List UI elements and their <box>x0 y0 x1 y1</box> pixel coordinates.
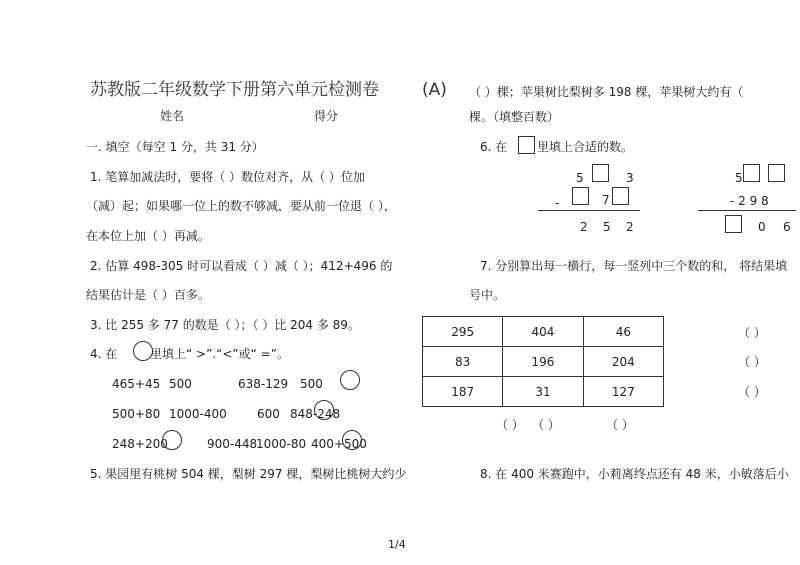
col-sum-blank[interactable]: （ ） <box>532 418 560 432</box>
col-sum-blank[interactable]: （ ） <box>496 418 524 432</box>
underline-rule <box>698 210 796 211</box>
row-sum-blank[interactable]: （ ） <box>738 355 766 369</box>
table-cell: 295 <box>423 317 503 347</box>
row-sum-blank[interactable]: （ ） <box>738 326 766 340</box>
question-4-suffix: 里填上“ >”.“<”或“ =”。 <box>150 347 289 361</box>
calc1-result-digit: 2 <box>626 220 634 234</box>
value-500: 500 <box>169 377 192 391</box>
calc2-result-digit: 6 <box>783 220 791 234</box>
question-8: 8. 在 400 米赛跑中，小莉离终点还有 48 米，小敏落后小 <box>480 467 789 481</box>
question-5-cont-line-1: （ ）棵；苹果树比梨树多 198 棵，苹果树大约有（ <box>469 85 744 99</box>
blank-box[interactable] <box>518 136 535 154</box>
question-2-line-1: 2. 估算 498-305 时可以看成（ ）减（ ）；412+496 的 <box>90 259 393 273</box>
table-cell: 127 <box>583 377 663 407</box>
answer-circle[interactable] <box>162 430 182 450</box>
question-3: 3. 比 255 多 77 的数是（ ）；（ ）比 204 多 89。 <box>90 318 360 332</box>
expression-500+80: 500+80 <box>112 407 161 421</box>
version-label: (A) <box>422 80 447 100</box>
question-1-line-3: 在本位上加（ ）再减。 <box>86 229 210 243</box>
calc2-digit: 5 <box>735 171 743 185</box>
question-5: 5. 果园里有桃树 504 棵，梨树 297 棵，梨树比桃树大约少 <box>90 467 407 481</box>
table-cell: 404 <box>503 317 583 347</box>
expression-638-129: 638-129 <box>238 377 289 391</box>
blank-box[interactable] <box>768 164 785 182</box>
blank-box[interactable] <box>592 164 609 182</box>
question-7-line-2: 号中。 <box>469 288 506 302</box>
question-2-line-2: 结果估计是（ ）百多。 <box>86 288 210 302</box>
page-title: 苏教版二年级数学下册第六单元检测卷 <box>90 80 379 100</box>
section-heading: 一. 填空（每空 1 分，共 31 分） <box>86 140 264 154</box>
table-row <box>423 317 664 347</box>
expression-465+45: 465+45 <box>112 377 161 391</box>
question-4-prefix: 4. 在 <box>90 347 118 361</box>
number-grid <box>422 316 664 407</box>
table-cell: 196 <box>503 347 583 377</box>
table-cell: 204 <box>583 347 663 377</box>
value-600: 600 <box>257 407 280 421</box>
table-cell: 46 <box>583 317 663 347</box>
answer-circle[interactable] <box>340 370 360 390</box>
table-cell: 31 <box>503 377 583 407</box>
answer-circle[interactable] <box>314 400 334 420</box>
question-1-line-1: 1. 笔算加减法时，要将（ ）数位对齐，从（ ）位加 <box>90 170 365 184</box>
question-1-line-2: （减）起；如果哪一位上的数不够减，要从前一位退（ ）， <box>86 199 396 213</box>
blank-box[interactable] <box>612 187 629 205</box>
calc1-digit: 7 <box>602 193 610 207</box>
calc1-result-digit: 5 <box>603 220 611 234</box>
row-sum-blank[interactable]: （ ） <box>738 385 766 399</box>
table-cell: 187 <box>423 377 503 407</box>
expression-1000-80: 1000-80 <box>256 437 307 451</box>
expression-400+500: 400+500 <box>311 437 367 451</box>
answer-circle[interactable] <box>342 430 362 450</box>
name-label: 姓名 <box>160 109 185 123</box>
calc1-result-digit: 2 <box>580 220 588 234</box>
col-sum-blank[interactable]: （ ） <box>606 418 634 432</box>
calc1-digit: 3 <box>626 171 634 185</box>
score-label: 得分 <box>314 109 339 123</box>
table-cell: 83 <box>423 347 503 377</box>
expression-900-448: 900-448 <box>207 437 258 451</box>
value-500: 500 <box>300 377 323 391</box>
page-number: 1/4 <box>388 538 406 551</box>
calc1-digit: 5 <box>576 171 584 185</box>
table-row <box>423 347 664 377</box>
question-6-prefix: 6. 在 <box>480 140 508 154</box>
underline-rule <box>538 210 640 211</box>
minus-sign: - <box>555 196 560 210</box>
question-7-line-1: 7. 分别算出每一横行，每一竖列中三个数的和， 将结果填 <box>480 259 788 273</box>
expression-848-248: 848-248 <box>290 407 341 421</box>
table-row <box>423 377 664 407</box>
question-6-suffix: 里填上合适的数。 <box>537 140 634 154</box>
blank-box[interactable] <box>725 215 742 233</box>
question-5-cont-line-2: 棵。（填整百数） <box>469 110 560 124</box>
blank-box[interactable] <box>743 164 760 182</box>
expression-1000-400: 1000-400 <box>169 407 227 421</box>
blank-box[interactable] <box>572 187 589 205</box>
expression-248+200: 248+200 <box>112 437 168 451</box>
calc2-result-digit: 0 <box>758 220 766 234</box>
calc2-subtrahend: - 2 9 8 <box>730 194 769 208</box>
